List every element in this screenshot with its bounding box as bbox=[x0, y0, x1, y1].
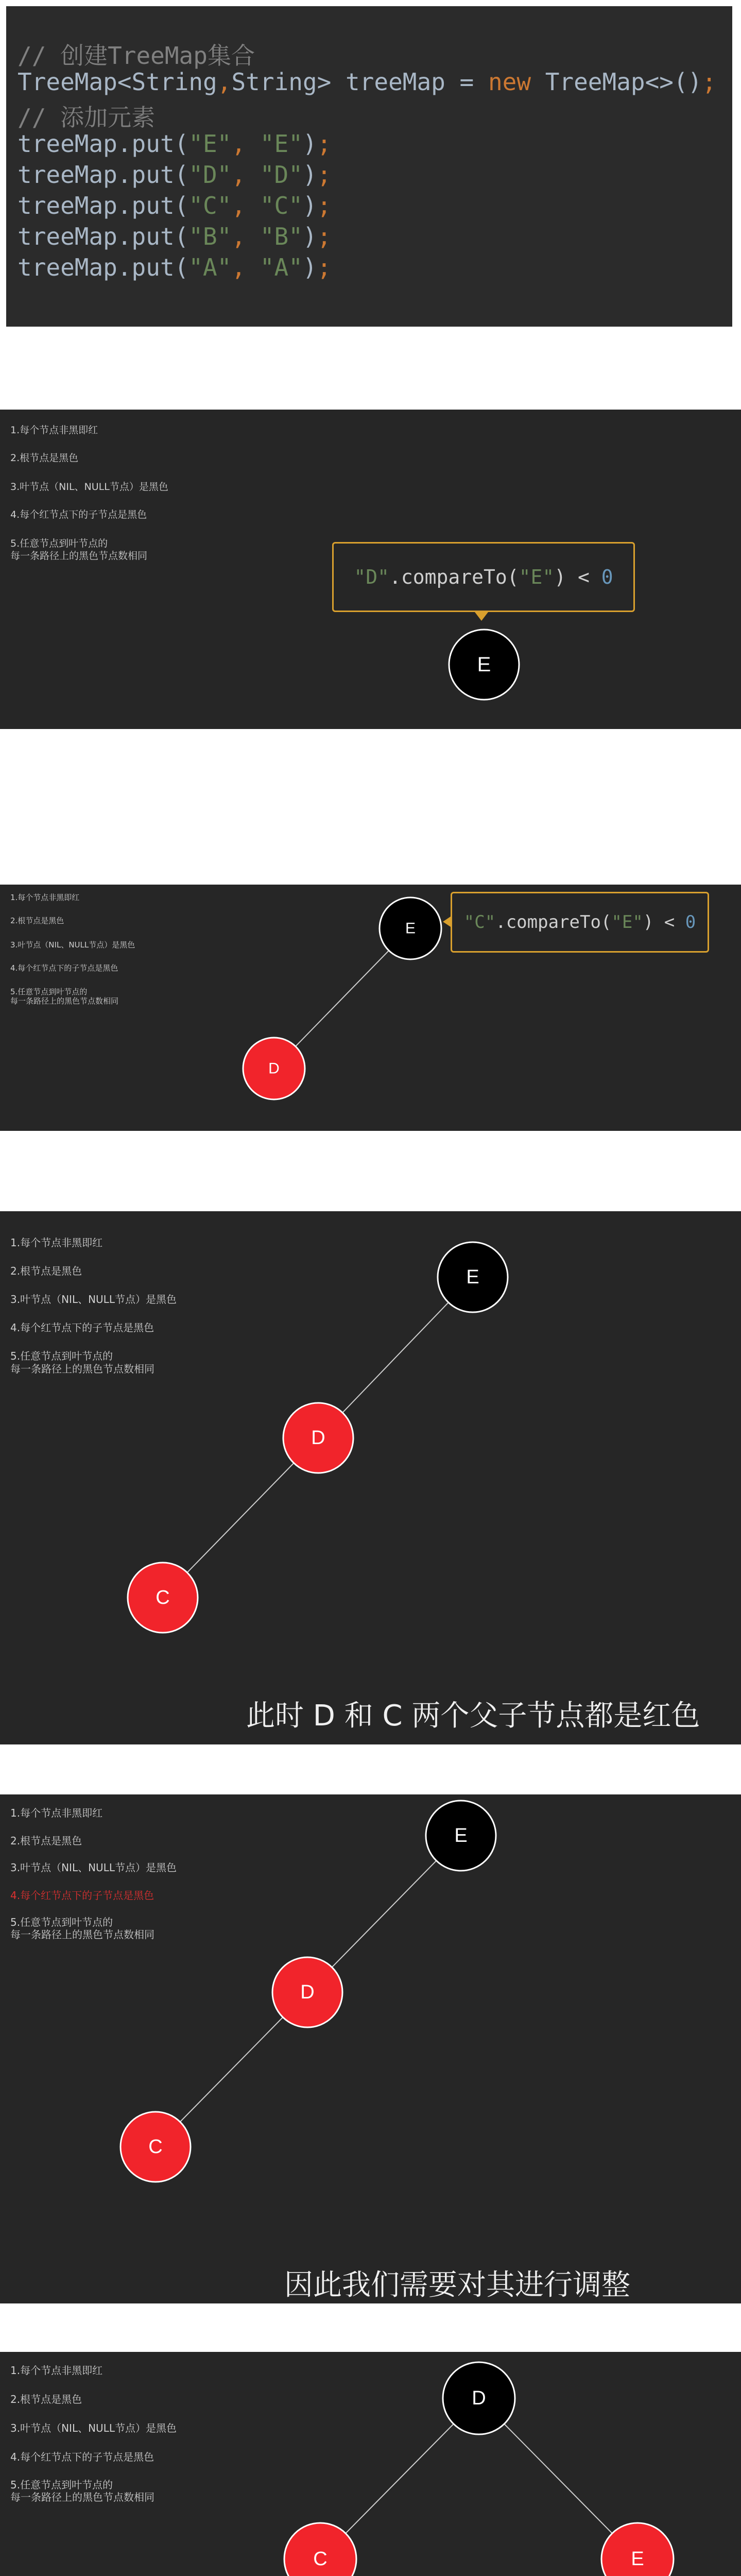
code-declaration bbox=[18, 68, 716, 96]
code-put-semicolon: ; bbox=[317, 161, 332, 189]
compare-method: .compareTo( bbox=[389, 566, 519, 588]
code-put-value: "C" bbox=[260, 192, 303, 219]
code-put-line bbox=[18, 192, 331, 219]
code-put-close: ) bbox=[302, 161, 317, 189]
tree-node-label: C bbox=[313, 2548, 328, 2570]
frame-insert-c bbox=[0, 885, 741, 1131]
code-put-close: ) bbox=[302, 223, 317, 250]
tree-node-label: E bbox=[454, 1825, 468, 1846]
rule-3: 3.叶节点（NIL、NULL节点）是黑色 bbox=[10, 2422, 177, 2434]
code-put-close: ) bbox=[302, 192, 317, 219]
rule-5a: 5.任意节点到叶节点的 bbox=[10, 987, 88, 996]
code-put-sep: , bbox=[231, 192, 260, 219]
code-put-semicolon: ; bbox=[317, 192, 332, 219]
rule-1: 1.每个节点非黑即红 bbox=[10, 425, 98, 436]
tree-diagram bbox=[0, 2352, 741, 2576]
rule-4: 4.每个红节点下的子节点是黑色 bbox=[10, 1321, 154, 1334]
compare-left: "D" bbox=[354, 566, 389, 588]
tree-node-label: D bbox=[472, 2387, 486, 2409]
tree-node-label: E bbox=[466, 1266, 479, 1288]
code-put-key: "D" bbox=[188, 161, 232, 189]
compare-op: ) < bbox=[643, 912, 685, 933]
code-put-line bbox=[18, 130, 331, 158]
rule-5b: 每一条路径上的黑色节点数相同 bbox=[10, 550, 148, 562]
code-put-call: treeMap.put( bbox=[18, 130, 189, 158]
code-comment-add: // 添加元素 bbox=[18, 104, 156, 131]
compare-left: "C" bbox=[463, 912, 496, 933]
rule-4: 4.每个红节点下的子节点是黑色 bbox=[10, 963, 118, 973]
compare-right: "E" bbox=[611, 912, 643, 933]
code-put-close: ) bbox=[302, 253, 317, 281]
tree-diagram bbox=[0, 1794, 741, 2303]
compare-pointer bbox=[475, 612, 488, 621]
tree-node-label: D bbox=[268, 1060, 280, 1077]
rule-4: 4.每个红节点下的子节点是黑色 bbox=[10, 509, 147, 520]
frame-insert-d bbox=[0, 410, 741, 729]
compare-op: ) < bbox=[554, 566, 601, 588]
code-semicolon: ; bbox=[702, 68, 717, 96]
rule-2: 2.根节点是黑色 bbox=[10, 916, 64, 925]
rule-3: 3.叶节点（NIL、NULL节点）是黑色 bbox=[10, 940, 135, 950]
code-put-line bbox=[18, 223, 331, 250]
rule-3: 3.叶节点（NIL、NULL节点）是黑色 bbox=[10, 1861, 177, 1874]
code-put-semicolon: ; bbox=[317, 253, 332, 281]
code-put-close: ) bbox=[302, 130, 317, 158]
code-put-line bbox=[18, 253, 331, 281]
rule-5b: 每一条路径上的黑色节点数相同 bbox=[10, 1363, 154, 1375]
rule-5b: 每一条路径上的黑色节点数相同 bbox=[10, 2491, 154, 2503]
code-put-semicolon: ; bbox=[317, 223, 332, 250]
code-put-call: treeMap.put( bbox=[18, 161, 189, 189]
rule-1: 1.每个节点非黑即红 bbox=[10, 1236, 103, 1249]
rule-2: 2.根节点是黑色 bbox=[10, 1835, 82, 1847]
rule-3: 3.叶节点（NIL、NULL节点）是黑色 bbox=[10, 481, 168, 493]
code-new-keyword: new bbox=[488, 68, 531, 96]
tree-diagram bbox=[0, 410, 741, 729]
rule-2: 2.根节点是黑色 bbox=[10, 1265, 82, 1277]
code-put-sep: , bbox=[231, 223, 260, 250]
code-put-key: "C" bbox=[188, 192, 232, 219]
tree-diagram bbox=[0, 1211, 741, 1744]
rule-1: 1.每个节点非黑即红 bbox=[10, 2364, 103, 2377]
rule-1: 1.每个节点非黑即红 bbox=[10, 893, 80, 902]
compare-method: .compareTo( bbox=[495, 912, 612, 933]
rule-5a: 5.任意节点到叶节点的 bbox=[10, 1916, 113, 1928]
rule-1: 1.每个节点非黑即红 bbox=[10, 1807, 103, 1819]
code-ctor: TreeMap<>() bbox=[531, 68, 702, 96]
code-comment-create: // 创建TreeMap集合 bbox=[18, 42, 255, 70]
code-type: TreeMap<String bbox=[18, 68, 217, 96]
code-type2: String> treeMap = bbox=[231, 68, 488, 96]
code-put-key: "E" bbox=[188, 130, 232, 158]
rule-5a: 5.任意节点到叶节点的 bbox=[10, 2479, 113, 2491]
rule-5b: 每一条路径上的黑色节点数相同 bbox=[10, 996, 119, 1006]
code-put-semicolon: ; bbox=[317, 130, 332, 158]
tree-node-label: D bbox=[300, 1981, 315, 2003]
compare-zero: 0 bbox=[685, 912, 696, 933]
code-put-line bbox=[18, 161, 331, 189]
tree-node-label: C bbox=[156, 1587, 170, 1608]
caption: 因此我们需要对其进行调整 bbox=[284, 2268, 630, 2302]
tree-node-label: D bbox=[311, 1427, 325, 1449]
rule-4: 4.每个红节点下的子节点是黑色 bbox=[10, 2451, 154, 2463]
tree-node-label: E bbox=[631, 2548, 644, 2570]
caption: 此时 D 和 C 两个父子节点都是红色 bbox=[246, 1699, 700, 1733]
code-panel bbox=[6, 6, 732, 327]
code-put-sep: , bbox=[231, 253, 260, 281]
code-put-value: "D" bbox=[260, 161, 303, 189]
rule-5b: 每一条路径上的黑色节点数相同 bbox=[10, 1928, 154, 1941]
code-comma: , bbox=[217, 68, 232, 96]
rule-2: 2.根节点是黑色 bbox=[10, 2393, 82, 2405]
tree-node-label: C bbox=[148, 2136, 163, 2158]
frame-double-red bbox=[0, 1211, 741, 1744]
compare-zero: 0 bbox=[601, 566, 613, 588]
code-put-call: treeMap.put( bbox=[18, 192, 189, 219]
compare-right: "E" bbox=[519, 566, 555, 588]
rule-5a: 5.任意节点到叶节点的 bbox=[10, 1350, 113, 1362]
code-put-call: treeMap.put( bbox=[18, 223, 189, 250]
tree-node-label: E bbox=[405, 920, 416, 937]
code-put-key: "A" bbox=[188, 253, 232, 281]
compare-pointer bbox=[443, 917, 451, 927]
rule-3: 3.叶节点（NIL、NULL节点）是黑色 bbox=[10, 1293, 177, 1306]
code-put-value: "A" bbox=[260, 253, 303, 281]
frame-needs-adjust bbox=[0, 1794, 741, 2303]
rule-5a: 5.任意节点到叶节点的 bbox=[10, 538, 108, 549]
rule-4-highlighted: 4.每个红节点下的子节点是黑色 bbox=[10, 1889, 154, 1902]
code-put-value: "B" bbox=[260, 223, 303, 250]
code-put-key: "B" bbox=[188, 223, 232, 250]
tree-node-label: E bbox=[477, 653, 491, 676]
code-put-sep: , bbox=[231, 130, 260, 158]
code-put-value: "E" bbox=[260, 130, 303, 158]
frame-rebalanced bbox=[0, 2352, 741, 2576]
code-put-call: treeMap.put( bbox=[18, 253, 189, 281]
tree-diagram bbox=[0, 885, 741, 1131]
rule-2: 2.根节点是黑色 bbox=[10, 452, 79, 464]
code-put-sep: , bbox=[231, 161, 260, 189]
